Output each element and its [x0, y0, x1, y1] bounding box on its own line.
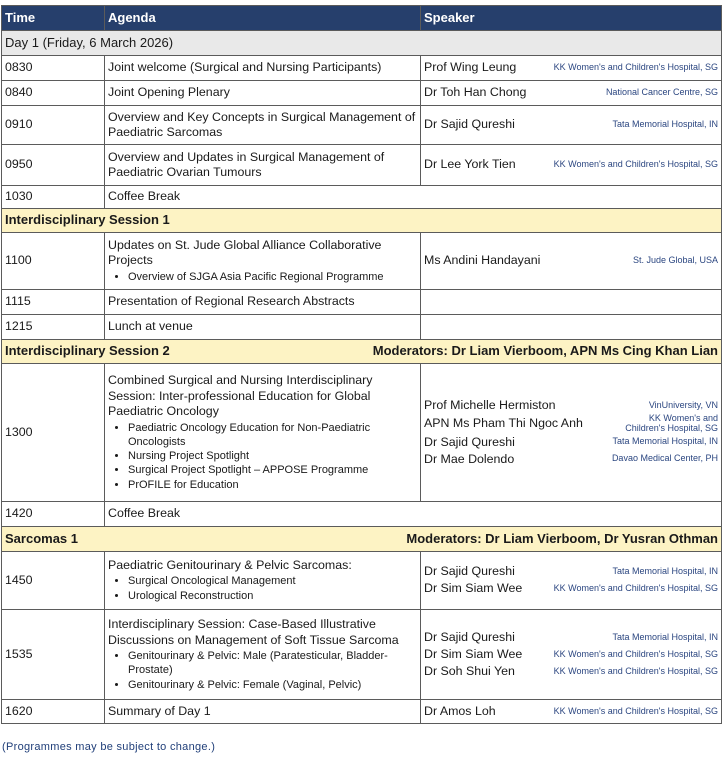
speaker-affiliation: National Cancer Centre, SG [605, 87, 718, 98]
bullet-item: • Genitourinary & Pelvic: Female (Vaginal, Pelvic) [128, 678, 417, 692]
time-cell: 1535 [2, 610, 105, 700]
time-cell: 1450 [2, 552, 105, 610]
agenda-cell: Joint Opening Plenary [105, 81, 421, 106]
agenda-cell [105, 552, 421, 610]
agenda-cell [105, 364, 421, 502]
agenda-title: Interdisciplinary Session: Case-Based Illustrative Discussions on Management of Soft Tissue Sarcoma [108, 617, 399, 647]
table-row [2, 145, 722, 186]
session-title: Sarcomas 1 [5, 530, 78, 546]
time-cell: 1215 [2, 315, 105, 340]
speaker-affiliation: Tata Memorial Hospital, IN [612, 631, 718, 642]
speaker-affiliation: KK Women's and Children's Hospital, SG [553, 159, 718, 170]
table-row [2, 700, 722, 724]
agenda-bullets [108, 421, 417, 492]
session-moderators: Moderators: Dr Liam Vierboom, Dr Yusran Othman [406, 530, 718, 546]
speaker-affiliation: Tata Memorial Hospital, IN [612, 566, 718, 577]
bullet-item: • Surgical Project Spotlight – APPOSE Programme [128, 463, 417, 477]
speaker-affiliation: KK Women's and Children's Hospital, SG [553, 62, 718, 73]
table-row [2, 364, 722, 502]
session-row [2, 340, 722, 364]
speaker-name: Dr Mae Dolendo [424, 451, 515, 466]
session-title: Interdisciplinary Session 1 [2, 209, 722, 233]
session-row [2, 209, 722, 233]
speaker-affiliation: Davao Medical Center, PH [611, 453, 718, 464]
speaker-affiliation: KK Women's and Children's Hospital, SG [553, 583, 718, 594]
agenda-title: Paediatric Genitourinary & Pelvic Sarcomas: [108, 557, 352, 572]
time-cell: 1420 [2, 502, 105, 527]
speaker-name: Dr Lee York Tien [424, 157, 516, 172]
time-cell: 0830 [2, 56, 105, 81]
agenda-cell [105, 610, 421, 700]
table-row [2, 233, 722, 290]
speaker-header: Speaker [421, 6, 722, 31]
session-title: Interdisciplinary Session 2 [5, 343, 170, 359]
day-row [2, 31, 722, 56]
speaker-name: Dr Sajid Qureshi [424, 564, 515, 579]
speaker-name: Dr Toh Han Chong [424, 85, 527, 100]
agenda-cell: Summary of Day 1 [105, 700, 421, 724]
bullet-item: • Urological Reconstruction [128, 589, 417, 603]
speaker-cell [421, 233, 722, 290]
table-row [2, 81, 722, 106]
speaker-cell [421, 315, 722, 340]
speaker-name: Ms Andini Handayani [424, 253, 541, 268]
table-row [2, 315, 722, 340]
speaker-cell [421, 81, 722, 106]
speaker-name: Dr Sim Siam Wee [424, 581, 523, 596]
speaker-affiliation: KK Women's and Children's Hospital, SG [625, 413, 718, 433]
time-cell: 1620 [2, 700, 105, 724]
agenda-bullets [108, 270, 417, 284]
speaker-cell [421, 56, 722, 81]
agenda-cell [105, 233, 421, 290]
agenda-header: Agenda [105, 6, 421, 31]
speaker-name: Dr Sim Siam Wee [424, 646, 523, 661]
agenda-title: Updates on St. Jude Global Alliance Collaborative Projects [108, 237, 382, 268]
table-row [2, 106, 722, 145]
speaker-name: APN Ms Pham Thi Ngoc Anh [424, 416, 583, 431]
speaker-cell [421, 290, 722, 315]
speaker-affiliation: Tata Memorial Hospital, IN [612, 436, 718, 447]
session-moderators: Moderators: Dr Liam Vierboom, APN Ms Cing Khan Lian [372, 343, 718, 359]
speaker-affiliation: St. Jude Global, USA [632, 255, 718, 266]
speaker-name: Prof Michelle Hermiston [424, 397, 556, 412]
time-cell: 1100 [2, 233, 105, 290]
speaker-affiliation: KK Women's and Children's Hospital, SG [553, 648, 718, 659]
bullet-item: • Nursing Project Spotlight [128, 449, 417, 463]
speaker-name: Dr Sajid Qureshi [424, 117, 515, 132]
agenda-title: Combined Surgical and Nursing Interdisciplinary Session: Inter-professional Education for Global Paediatric Oncology [108, 373, 373, 418]
table-row [2, 502, 722, 527]
speaker-cell [421, 552, 722, 610]
agenda-cell: Presentation of Regional Research Abstracts [105, 290, 421, 315]
speaker-name: Dr Amos Loh [424, 703, 496, 718]
bullet-item: • Genitourinary & Pelvic: Male (Paratesticular, Bladder-Prostate) [128, 649, 417, 678]
agenda-bullets [108, 649, 417, 692]
table-row [2, 56, 722, 81]
speaker-name: Dr Sajid Qureshi [424, 434, 515, 449]
agenda-cell: Overview and Updates in Surgical Management of Paediatric Ovarian Tumours [105, 145, 421, 186]
speaker-affiliation: KK Women's and Children's Hospital, SG [553, 705, 718, 716]
agenda-cell: Overview and Key Concepts in Surgical Management of Paediatric Sarcomas [105, 106, 421, 145]
programme-table [1, 5, 722, 724]
speaker-affiliation: VinUniversity, VN [648, 399, 718, 410]
bullet-item: • Overview of SJGA Asia Pacific Regional Programme [128, 270, 417, 284]
time-header: Time [2, 6, 105, 31]
session-cell [2, 527, 722, 552]
speaker-affiliation: Tata Memorial Hospital, IN [612, 119, 718, 130]
time-cell: 1030 [2, 186, 105, 209]
bullet-item: • PrOFILE for Education [128, 478, 417, 492]
session-row [2, 527, 722, 552]
table-row [2, 610, 722, 700]
agenda-cell: Coffee Break [105, 502, 722, 527]
table-row [2, 186, 722, 209]
speaker-name: Dr Soh Shui Yen [424, 663, 515, 678]
speaker-cell [421, 106, 722, 145]
agenda-bullets [108, 574, 417, 603]
table-row [2, 290, 722, 315]
speaker-affiliation: KK Women's and Children's Hospital, SG [553, 665, 718, 676]
speaker-cell [421, 610, 722, 700]
time-cell: 1115 [2, 290, 105, 315]
agenda-cell: Joint welcome (Surgical and Nursing Participants) [105, 56, 421, 81]
speaker-cell [421, 364, 722, 502]
agenda-cell: Lunch at venue [105, 315, 421, 340]
speaker-cell [421, 700, 722, 724]
bullet-item: • Surgical Oncological Management [128, 574, 417, 588]
bullet-item: • Paediatric Oncology Education for Non-Paediatric Oncologists [128, 421, 417, 450]
change-note: (Programmes may be subject to change.) [2, 741, 216, 753]
time-cell: 0950 [2, 145, 105, 186]
session-cell [2, 340, 722, 364]
time-cell: 0910 [2, 106, 105, 145]
day-title: Day 1 (Friday, 6 March 2026) [2, 31, 722, 56]
speaker-name: Dr Sajid Qureshi [424, 629, 515, 644]
header-row [2, 6, 722, 31]
time-cell: 0840 [2, 81, 105, 106]
speaker-name: Prof Wing Leung [424, 60, 517, 75]
speaker-cell [421, 145, 722, 186]
table-row [2, 552, 722, 610]
agenda-cell: Coffee Break [105, 186, 722, 209]
time-cell: 1300 [2, 364, 105, 502]
